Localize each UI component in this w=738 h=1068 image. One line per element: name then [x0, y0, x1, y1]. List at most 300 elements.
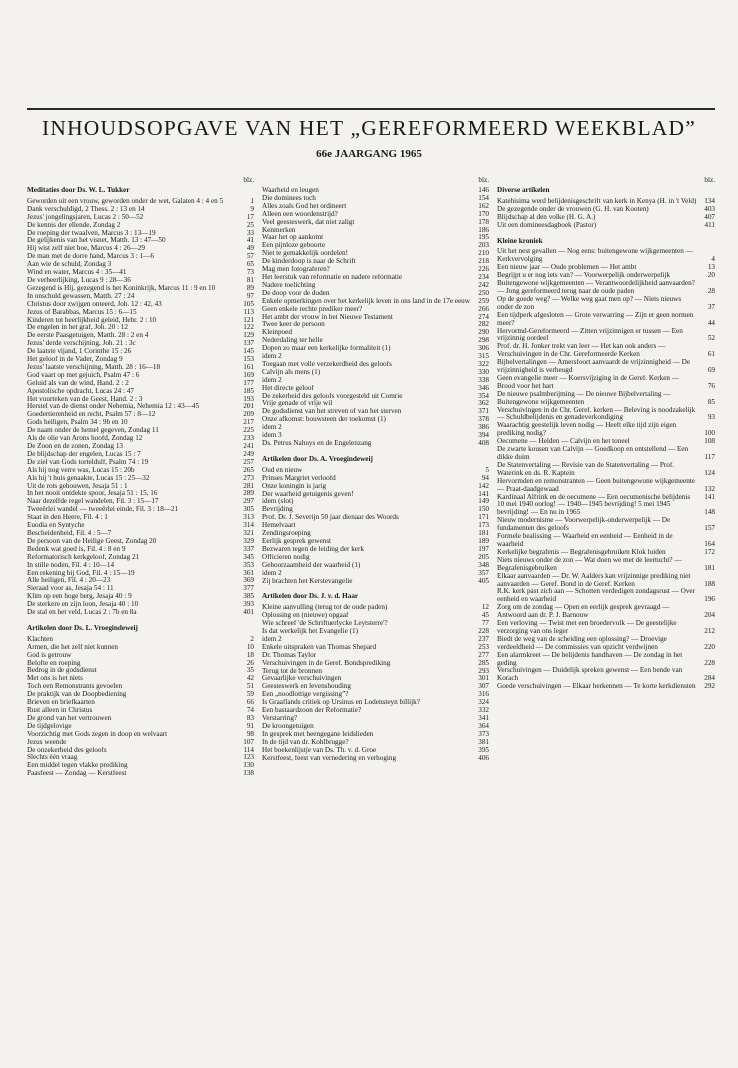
entry-title: De verheerlijking, Lucas 9 : 28—36	[27, 276, 131, 284]
entry-title: Het vuurteken van de Geest, Hand. 2 : 3	[27, 395, 143, 403]
entry-page-number: 97	[246, 291, 254, 300]
toc-entry	[27, 691, 254, 699]
toc-entry	[497, 620, 715, 636]
entry-page-number: 61	[707, 350, 715, 359]
entry-page-number: 26	[246, 658, 254, 667]
entry-title: Bijbelvertalingen — Amersfoort aanvaardt de vrijzinnigheid — De vrijzinnigheid is verheugd	[497, 359, 691, 375]
toc-entry	[27, 601, 254, 609]
entry-page-number: 169	[243, 370, 254, 379]
entry-title: In onschuld gewassen, Matth. 27 : 24	[27, 292, 135, 300]
entry-page-number: 345	[243, 552, 254, 561]
toc-entry	[27, 293, 254, 301]
section-title: Diverse artikelen	[497, 186, 550, 194]
entry-page-number: 315	[478, 352, 489, 361]
entry-page-number: 141	[704, 492, 715, 501]
toc-entry	[262, 675, 489, 683]
entry-page-number: 145	[243, 347, 254, 356]
entry-title: Jezus weende	[27, 738, 67, 746]
entry-page-number: 123	[243, 753, 254, 762]
toc-entry	[262, 329, 489, 337]
toc-entry	[27, 411, 254, 419]
entry-page-number: 52	[707, 334, 715, 343]
toc-entry	[497, 214, 715, 222]
toc-entry	[262, 258, 489, 266]
entry-title: Kenmerken	[262, 226, 296, 234]
entry-title: In de tijd van dr. Kohlbrugge?	[262, 738, 349, 746]
entry-title: Het ambt der vrouw in het Nieuwe Testament	[262, 313, 393, 321]
section-title: Artikelen door Ds. J. v. d. Haar	[262, 592, 359, 601]
entry-title: Een bastaardzoon der Reformatie?	[262, 707, 362, 715]
toc-entry	[262, 755, 489, 763]
entry-title: Voorzichtig met Gods zegen in doop en welvaart	[27, 730, 168, 738]
entry-page-number: 121	[243, 315, 254, 324]
entry-title: Is Graaflands critiek op Ursinus en Lodensteyn billijk?	[262, 699, 420, 707]
toc-entry	[497, 198, 715, 206]
entry-page-number: 274	[478, 312, 489, 321]
entry-title: De ziel van Gods torteldulf, Psalm 74 : 19	[27, 458, 149, 466]
toc-entry	[262, 219, 489, 227]
entry-title: Dopen zo maar een kerkelijke formaliteit (1)	[262, 345, 391, 353]
entry-title: De Zoon en de zonen, Zondag 13	[27, 443, 124, 450]
toc-entry	[27, 245, 254, 253]
toc-entry	[27, 269, 254, 277]
toc-entry	[27, 356, 254, 364]
entry-page-number: 35	[246, 666, 254, 675]
entry-title: De zwarte kousen van Calvijn — Goedkoop en ontstellend — Een dikke duim	[497, 446, 689, 461]
entry-title: Dank verschuldigd, 2 Thess. 2 : 13 en 14	[27, 205, 145, 213]
entry-page-number: 142	[478, 481, 489, 490]
toc-entry	[497, 391, 715, 407]
entry-page-number: 69	[707, 366, 715, 375]
entry-title: Alle heiligen, Fil. 4 : 20—23	[27, 577, 111, 585]
toc-entry	[262, 506, 489, 514]
toc-entry	[262, 345, 489, 353]
toc-column-1	[27, 177, 254, 778]
entry-page-number: 204	[704, 611, 715, 620]
entry-page-number: 281	[243, 481, 254, 490]
toc-entry	[27, 667, 254, 675]
toc-entry	[497, 683, 715, 691]
toc-entry	[27, 762, 254, 770]
entry-title: Waarheid en leugen	[262, 187, 319, 194]
entry-title: Een „noodlottige vergissing”?	[262, 691, 349, 699]
toc-entry	[497, 494, 715, 502]
entry-page-number: 33	[246, 228, 254, 237]
entry-page-number: 108	[704, 437, 715, 446]
entry-title: Bedenk wat goed is, Fil. 4 : 8 en 9	[27, 545, 126, 553]
section-title: Artikelen door Ds. A. Vroegindeweij	[262, 454, 373, 463]
toc-entry	[497, 312, 715, 328]
entry-page-number: 228	[704, 658, 715, 667]
toc-entry	[27, 644, 254, 652]
entry-page-number: 9	[250, 204, 254, 213]
toc-entry	[262, 707, 489, 715]
entry-page-number: 377	[243, 584, 254, 593]
entry-page-number: 105	[243, 299, 254, 308]
entry-title: Hij wist zelf niet hoe, Marcus 4 : 26—29	[27, 245, 145, 253]
entry-page-number: 130	[243, 761, 254, 770]
toc-entry	[27, 332, 254, 340]
entry-page-number: 218	[478, 257, 489, 266]
entry-page-number: 369	[243, 576, 254, 585]
toc-entry	[27, 388, 254, 396]
entry-title: Het boekenlijstje van Ds. Th. v. d. Groe	[262, 746, 377, 754]
entry-page-number: 146	[478, 186, 489, 194]
entry-title: Bescheidenheid, Fil. 4 : 5—7	[27, 529, 112, 537]
entry-title: De persoon van de Heilige Geest, Zondag 20	[27, 537, 157, 545]
entry-title: R.K. kerk past zich aan — Schotten verdedigen zondagsrust — Over eenheid en waarheid	[497, 588, 696, 604]
toc-entry	[27, 364, 254, 372]
toc-entry	[27, 498, 254, 506]
entry-title: Een alarmkreet — De belijdenis handhaven — De zondag in het geding	[497, 651, 683, 667]
entry-page-number: 209	[243, 410, 254, 419]
toc-entry	[262, 620, 489, 628]
toc-entry	[497, 343, 715, 359]
entry-title: De roeping der twaalven, Marcus 3 : 13—19	[27, 229, 156, 237]
entry-title: De gelijkenis van het visnet, Matth. 13 : 47—50	[27, 237, 166, 245]
entry-page-number: 134	[704, 196, 715, 205]
toc-entry	[262, 514, 489, 522]
toc-entry	[497, 206, 715, 214]
entry-title: idem 2	[262, 376, 282, 384]
entry-page-number: 186	[478, 225, 489, 234]
toc-entry	[262, 211, 489, 219]
entry-page-number: 10	[246, 642, 254, 651]
entry-page-number: 220	[704, 642, 715, 651]
entry-page-number: 257	[243, 457, 254, 466]
entry-page-number: 321	[243, 528, 254, 537]
entry-page-number: 74	[246, 706, 254, 714]
entry-title: Christus door zwijgen onteerd, Joh. 12 : 42, 43	[27, 300, 162, 308]
entry-title: Slechts één vraag	[27, 754, 78, 762]
entry-title: De doop voor de doden	[262, 289, 330, 297]
entry-title: Nadere toelichting	[262, 281, 316, 289]
section-title: Meditaties door Ds. W. L. Tukker	[27, 186, 130, 194]
section-title: Artikelen door Ds. L. Vroegindeweij	[27, 623, 138, 632]
entry-page-number: 65	[246, 260, 254, 269]
entry-title: idem 2	[262, 635, 282, 643]
entry-title: Verschuivingen in de Chr. Geref. kerken — Beleving is noodzakelijk — Schuldbelijdenis en genadeverkondiging	[497, 406, 696, 422]
toc-entry	[27, 723, 254, 731]
entry-title: idem (slot)	[262, 498, 294, 506]
toc-entry	[262, 298, 489, 306]
toc-entry	[27, 522, 254, 530]
entry-page-number: 107	[243, 737, 254, 746]
entry-title: Katehisima werd belijdenisgeschrift van kerk in Kenya (H. in 't Veld)	[497, 197, 697, 205]
entry-page-number: 161	[243, 362, 254, 371]
toc-entry	[262, 314, 489, 322]
toc-entry	[27, 739, 254, 747]
entry-title: De kennis der ellende, Zondag 2	[27, 221, 121, 229]
entry-page-number: 12	[481, 603, 489, 612]
entry-title: idem 2	[262, 353, 282, 361]
entry-page-number: 185	[243, 386, 254, 395]
entry-title: De sterkere en zijn loon, Jesaja 40 : 10	[27, 601, 139, 609]
entry-page-number: 362	[478, 399, 489, 408]
entry-page-number: 94	[481, 473, 489, 482]
entry-title: Uit een domineesdagboek (Pastor)	[497, 221, 597, 229]
page-title: INHOUDSOPGAVE VAN HET „GEREFORMEERD WEEKBLAD”	[41, 116, 697, 140]
toc-entry	[27, 554, 254, 562]
toc-entry	[497, 533, 715, 549]
toc-entry	[27, 731, 254, 739]
entry-page-number: 371	[478, 407, 489, 416]
toc-entry	[262, 432, 489, 440]
entry-title: Kleine aanvulling (terug tot de oude paden)	[262, 604, 388, 612]
entry-page-number: 307	[478, 682, 489, 691]
toc-entry	[27, 459, 254, 467]
toc-entry	[262, 475, 489, 483]
toc-entry	[27, 403, 254, 411]
entry-page-number: 195	[478, 233, 489, 242]
entry-title: Geen enkele rechte prediker meer?	[262, 305, 363, 313]
toc-entry	[262, 491, 489, 499]
toc-entry	[497, 667, 715, 683]
toc-entry	[262, 187, 489, 195]
entry-title: Een nieuw jaar — Oude problemen — Het ambt	[497, 264, 637, 272]
toc-entry	[27, 707, 254, 715]
toc-entry	[497, 264, 715, 272]
toc-entry	[262, 353, 489, 361]
toc-entry	[262, 498, 489, 506]
entry-page-number: 83	[246, 713, 254, 722]
entry-page-number: 28	[707, 286, 715, 295]
toc-entry	[262, 416, 489, 424]
entry-page-number: 124	[704, 468, 715, 477]
toc-entry	[27, 427, 254, 435]
entry-title: Ds. Petrus Nahuys en de Engelenzang	[262, 440, 372, 447]
entry-page-number: 364	[478, 721, 489, 730]
entry-page-number: 44	[707, 318, 715, 327]
entry-title: Armen, die het zelf niet kunnen	[27, 643, 119, 651]
toc-entry	[27, 577, 254, 585]
toc-entry	[27, 214, 254, 222]
entry-page-number: 49	[246, 244, 254, 253]
entry-page-number: 373	[478, 729, 489, 738]
entry-page-number: 18	[246, 650, 254, 659]
toc-entry	[262, 266, 489, 274]
entry-page-number: 305	[243, 505, 254, 514]
entry-title: Het geloof in de Vader, Zondag 9	[27, 356, 123, 364]
entry-title: Jezus of Barabbas, Marcus 15 : 6—15	[27, 308, 137, 316]
toc-entry	[27, 277, 254, 285]
toc-entry	[27, 443, 254, 451]
volume-subtitle: 66e JAARGANG 1965	[316, 148, 422, 160]
entry-title: Vrije genade of vrije wil	[262, 400, 333, 408]
entry-title: Gevaarlijke verschuivingen	[262, 675, 342, 683]
toc-entry	[497, 462, 715, 478]
toc-entry	[262, 570, 489, 578]
entry-title: Blijdschap al den volke (H. G. A.)	[497, 213, 596, 221]
section-title: Kleine kroniek	[497, 236, 543, 245]
entry-page-number: 141	[478, 489, 489, 498]
entry-page-number: 301	[478, 674, 489, 683]
entry-title: Bedrog in de godsdienst	[27, 667, 97, 675]
entry-title: Reformatorisch kerkgeloof, Zondag 21	[27, 553, 140, 561]
entry-title: Brieven en briefkaarten	[27, 699, 95, 707]
entry-title: Twee keer de persoon	[262, 321, 325, 329]
entry-title: Hemelvaart	[262, 522, 296, 530]
entry-title: Jezus' derde verschijning, Joh. 21 : 3c	[27, 340, 136, 348]
entry-page-number: 129	[243, 331, 254, 340]
toc-entry	[497, 328, 715, 344]
toc-entry	[497, 248, 715, 264]
toc-entry	[27, 609, 254, 617]
toc-entry	[262, 227, 489, 235]
toc-entry	[27, 261, 254, 269]
toc-entry	[27, 380, 254, 388]
entry-title: Op de goede weg? — Welke weg gaat men op? — Niets nieuws onder de zon	[497, 295, 682, 311]
entry-page-number: 20	[707, 271, 715, 280]
entry-title: Hervormden en remonstranten — Geen buitengewone wijkgemeente — Praat-daadgewaad	[497, 477, 695, 493]
entry-page-number: 5	[485, 465, 489, 474]
entry-page-number: 313	[243, 513, 254, 522]
toc-entry	[27, 206, 254, 214]
entry-title: Jezus' jongelingsjaren, Lucas 2 : 50—52	[27, 213, 144, 221]
toc-entry	[497, 557, 715, 573]
toc-entry	[262, 636, 489, 644]
toc-entry	[262, 369, 489, 377]
toc-entry	[262, 628, 489, 636]
entry-title: Bezwaren tegen de leiding der kerk	[262, 545, 364, 553]
entry-page-number: 346	[478, 383, 489, 392]
toc-entry	[27, 490, 254, 498]
toc-entry	[262, 393, 489, 401]
toc-entry	[497, 446, 715, 462]
entry-page-number: 361	[243, 568, 254, 577]
toc-entry	[27, 483, 254, 491]
toc-entry	[262, 691, 489, 699]
toc-entry	[27, 198, 254, 206]
entry-title: Bevrijding	[262, 506, 293, 514]
toc-entry	[27, 301, 254, 309]
toc-entry	[497, 296, 715, 312]
page-column-label: blz.	[478, 176, 489, 184]
entry-title: De laatste vijand, 1 Corinthe 15 : 26	[27, 348, 132, 356]
entry-title: Onze afkomst: bouwsteen der toekomst (1)	[262, 416, 386, 424]
entry-page-number: 162	[478, 201, 489, 210]
toc-entry	[27, 570, 254, 578]
entry-page-number: 411	[704, 220, 715, 229]
entry-title: Verschuivingen — Duidelijk spreken gewenst — Een bende van Korach	[497, 667, 683, 683]
entry-page-number: 293	[478, 666, 489, 675]
entry-title: idem 2	[262, 424, 282, 432]
entry-page-number: 393	[243, 600, 254, 609]
entry-title: Niet te gemakkelijk oordelen!	[262, 250, 349, 258]
toc-entry	[27, 340, 254, 348]
toc-entry	[27, 435, 254, 443]
toc-entry	[497, 517, 715, 533]
entry-title: De grond van het vertrouwen	[27, 714, 112, 722]
entry-page-number: 357	[478, 568, 489, 577]
entry-title: God vaart op met gejuich, Psalm 47 : 6	[27, 371, 140, 379]
entry-title: Het leerstuk van reformatie en nadere reformatie	[262, 273, 403, 281]
entry-page-number: 266	[478, 304, 489, 313]
entry-title: Als de olie van Arons hoofd, Zondag 12	[27, 435, 143, 443]
entry-page-number: 289	[243, 489, 254, 498]
entry-page-number: 150	[478, 505, 489, 514]
entry-page-number: 138	[243, 769, 254, 778]
entry-page-number: 250	[478, 288, 489, 297]
entry-title: Naar dezelfde regel wandelen, Fil. 3 : 15—17	[27, 498, 159, 506]
entry-page-number: 122	[243, 323, 254, 332]
entry-page-number: 394	[478, 431, 489, 440]
toc-column-3	[497, 177, 715, 691]
entry-title: Wie schreef 'de Schriftuerlycke Leytsterre'?	[262, 620, 388, 628]
toc-entry	[27, 699, 254, 707]
toc-entry	[27, 506, 254, 514]
entry-page-number: 284	[704, 674, 715, 683]
toc-entry	[262, 440, 489, 448]
entry-page-number: 403	[704, 204, 715, 213]
entry-page-number: 196	[704, 595, 715, 604]
entry-page-number: 306	[478, 344, 489, 353]
entry-page-number: 381	[478, 737, 489, 746]
toc-entry	[262, 385, 489, 393]
toc-entry	[27, 372, 254, 380]
entry-page-number: 76	[707, 381, 715, 390]
entry-page-number: 132	[704, 484, 715, 493]
toc-entry	[262, 290, 489, 298]
entry-title: Oplossing en (nieuwe) opgaaf	[262, 612, 349, 620]
entry-page-number: 45	[481, 611, 489, 620]
entry-title: Staat in den Heere, Fil. 4 : 1	[27, 514, 108, 522]
toc-entry	[27, 324, 254, 332]
toc-entry	[262, 306, 489, 314]
entry-title: Oecumene — Helden — Calvijn en het toneel	[497, 438, 630, 446]
entry-title: Euodia en Syntyche	[27, 522, 85, 530]
entry-page-number: 164	[704, 539, 715, 548]
toc-entry	[262, 554, 489, 562]
entry-title: Eerlijk gesprek gewenst	[262, 537, 332, 545]
entry-page-number: 353	[243, 560, 254, 569]
entry-page-number: 193	[243, 394, 254, 403]
toc-entry	[262, 683, 489, 691]
entry-title: Jezus' laatste verschijning, Matth. 28 : 16—18	[27, 363, 161, 371]
toc-entry	[27, 660, 254, 668]
entry-title: Tweeërlei wandel — tweeërlei einde, Fil. 3 : 18—21	[27, 506, 179, 514]
toc-entry	[27, 222, 254, 230]
entry-title: Geworden uit een vrouw, geworden onder de wet, Galaten 4 : 4 en 5	[27, 197, 224, 205]
page-column-label: blz.	[243, 176, 254, 184]
toc-entry	[262, 723, 489, 731]
entry-page-number: 386	[478, 423, 489, 432]
entry-page-number: 51	[246, 682, 254, 691]
toc-entry	[262, 483, 489, 491]
toc-entry	[27, 348, 254, 356]
toc-entry	[262, 361, 489, 369]
entry-page-number: 4	[711, 255, 715, 264]
toc-entry	[27, 754, 254, 762]
entry-title: Alleen een woordenstrijd?	[262, 210, 338, 218]
entry-title: Klachten	[27, 635, 53, 643]
entry-page-number: 203	[478, 241, 489, 250]
toc-entry	[497, 407, 715, 423]
toc-entry	[262, 203, 489, 211]
entry-page-number: 277	[478, 650, 489, 659]
toc-entry	[27, 546, 254, 554]
entry-title: Als hij 't huis genaakte, Lucas 15 : 25—32	[27, 474, 150, 482]
entry-page-number: 407	[704, 212, 715, 221]
entry-page-number: 233	[243, 434, 254, 443]
toc-entry	[27, 253, 254, 261]
entry-page-number: 149	[478, 497, 489, 506]
entry-page-number: 57	[246, 252, 254, 261]
entry-title: Toch een Remonstrants gevoelen	[27, 683, 123, 691]
entry-page-number: 226	[478, 265, 489, 274]
entry-page-number: 322	[478, 359, 489, 368]
entry-title: Hervormd-Gereformeerd — Zitten vrijzinnigen er tussen — Een vrijzinnig oordeel	[497, 327, 683, 343]
